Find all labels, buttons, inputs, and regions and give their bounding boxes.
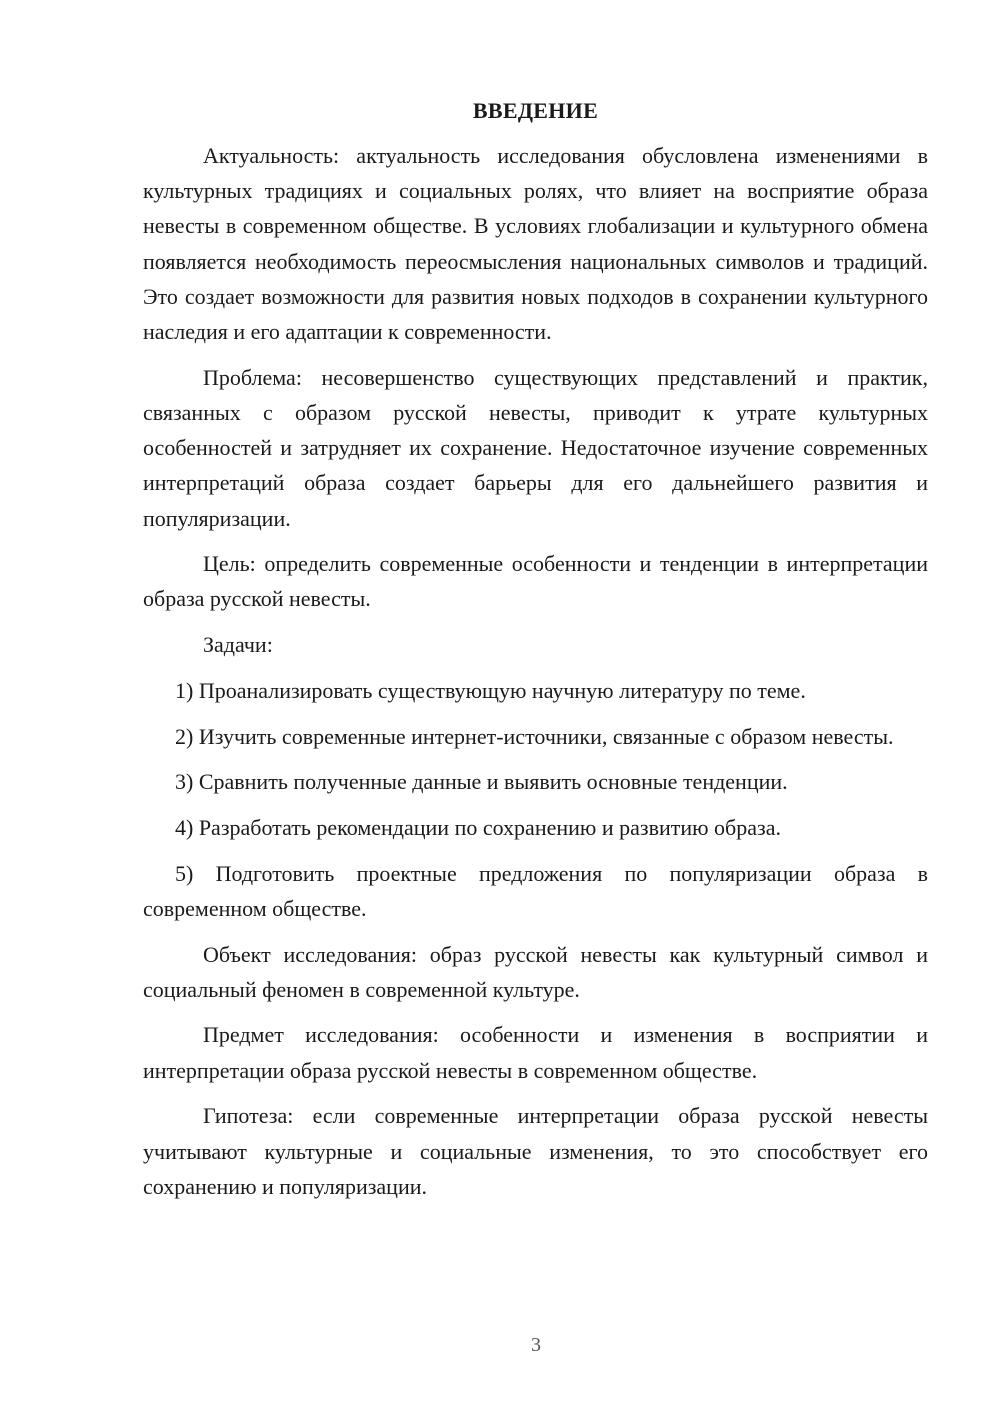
task-item-2: 2) Изучить современные интернет-источники, связанные с образом невесты. (175, 723, 894, 749)
hypothesis-paragraph: Гипотеза: если современные интерпретации образа русской невесты учитывают культурные и социальные изменения, то это способствует его сохранению и популяризации. (143, 1103, 928, 1199)
task-item-4: 4) Разработать рекомендации по сохранению и развитию образа. (175, 814, 781, 840)
page-number: 3 (531, 1334, 541, 1356)
object-paragraph: Объект исследования: образ русской невесты как культурный символ и социальный феномен в современной культуре. (143, 941, 928, 1002)
section-heading: ВВЕДЕНИЕ (472, 98, 599, 123)
relevance-paragraph: Актуальность: актуальность исследования обусловлена изменениями в культурных традициях и социальных ролях, что влияет на восприятие образа невесты в современном обществе. В условиях глобализации и культурного обмена появляется необходимость переосмысления национальных символов и традиций. Это создает возможности для развития новых подходов в сохранении культурного наследия и его адаптации к современности. (143, 143, 928, 345)
task-item-5: 5) Подготовить проектные предложения по популяризации образа в современном обществе. (143, 860, 928, 921)
problem-paragraph: Проблема: несовершенство существующих представлений и практик, связанных с образом русской невесты, приводит к утрате культурных особенностей и затрудняет их сохранение. Недостаточное изучение современных интерпретаций образа создает барьеры для его дальнейшего развития и популяризации. (143, 364, 928, 531)
task-item-3: 3) Сравнить полученные данные и выявить основные тенденции. (175, 769, 788, 795)
tasks-label: Задачи: (203, 632, 273, 658)
document-page (143, 95, 928, 1214)
task-item-1: 1) Проанализировать существующую научную литературу по теме. (175, 677, 806, 703)
goal-paragraph: Цель: определить современные особенности и тенденции в интерпретации образа русской невесты. (143, 551, 928, 612)
subject-paragraph: Предмет исследования: особенности и изменения в восприятии и интерпретации образа русской невесты в современном обществе. (143, 1022, 928, 1083)
